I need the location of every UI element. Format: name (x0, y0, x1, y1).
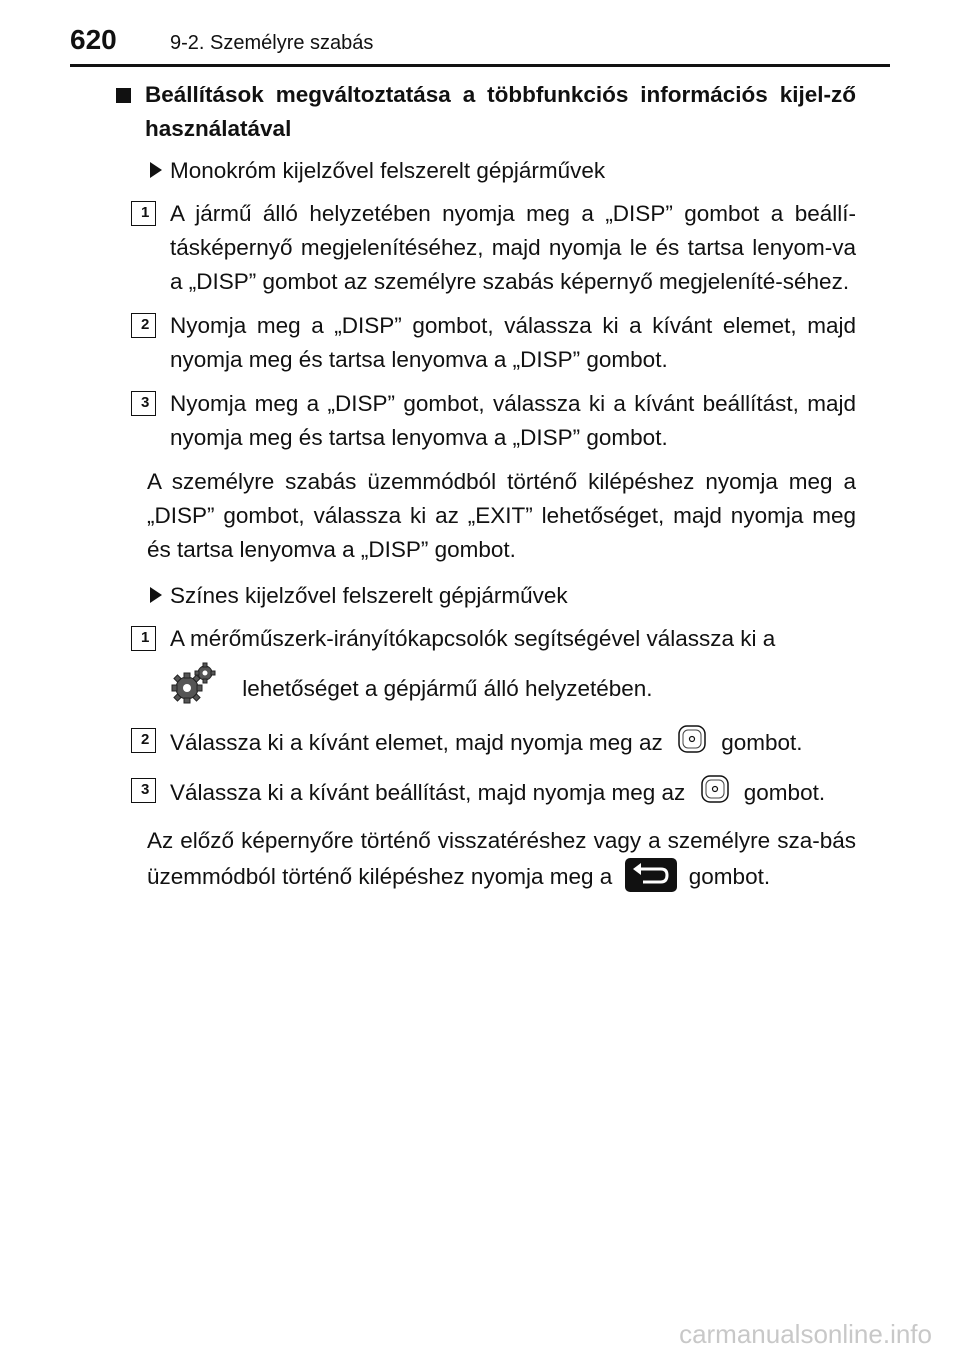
enter-button-icon (700, 774, 730, 814)
step-text: Nyomja meg a „DISP” gombot, válassza ki a kívánt beállítást, majd nyomja meg és tartsa lenyomva a „DISP” gombot. (170, 391, 856, 450)
page-content (110, 78, 856, 910)
step-text: Nyomja meg a „DISP” gombot, válassza ki a kívánt elemet, majd nyomja meg és tartsa lenyomva a „DISP” gombot. (170, 313, 856, 372)
header-rule (70, 64, 890, 67)
step-number: 2 (131, 728, 156, 753)
back-note (110, 824, 856, 902)
footer-watermark: carmanualsonline.info (679, 1319, 932, 1349)
step-item (110, 622, 856, 716)
triangle-bullet-icon (150, 587, 162, 603)
subsection-monochrome (110, 154, 856, 188)
subsection-title: Monokróm kijelzővel felszerelt gépjárművek (170, 158, 606, 183)
subsection-title: Színes kijelzővel felszerelt gépjárművek (170, 583, 568, 608)
step-number: 3 (131, 391, 156, 416)
step-item (110, 387, 856, 455)
page-number: 620 (70, 24, 117, 55)
back-note-end: gombot. (688, 864, 771, 889)
step-item (110, 774, 856, 814)
subsection-color (110, 579, 856, 613)
back-arrow-icon (625, 858, 677, 902)
step-text: A jármű álló helyzetében nyomja meg a „DISP” gombot a beállí-tásképernyő megjelenítéséhez, majd nyomja le és tartsa lenyom-va a „DISP” gombot az személyre szabás képernyő megjeleníté-séhez. (170, 201, 856, 294)
heading-text: Beállítások megváltoztatása a többfunkciós információs kijel-ző használatával (145, 82, 856, 141)
step-text: A mérőműszerk-irányítókapcsolók segítségével válassza ki a (170, 626, 776, 651)
step-text-continued: lehetőséget a gépjármű álló helyzetében. (242, 676, 653, 701)
section-heading (110, 78, 856, 146)
section-title: 9-2. Személyre szabás (170, 32, 374, 54)
gear-settings-icon (170, 662, 218, 716)
step-text-end: gombot. (743, 779, 826, 805)
step-number: 1 (131, 201, 156, 226)
exit-note: A személyre szabás üzemmódból történő kilépéshez nyomja meg a „DISP” gombot, válassza ki az „EXIT” lehetőséget, majd nyomja meg és tartsa lenyomva a „DISP” gombot. (147, 469, 856, 562)
step-number: 3 (131, 778, 156, 803)
step-item (110, 309, 856, 377)
square-bullet-icon (116, 88, 131, 103)
step-continuation (170, 662, 856, 716)
step-text: Válassza ki a kívánt beállítást, majd nyomja meg az (170, 779, 686, 805)
step-number: 1 (131, 626, 156, 651)
step-text-end: gombot. (721, 729, 803, 755)
triangle-bullet-icon (150, 162, 162, 178)
step-text: Válassza ki a kívánt elemet, majd nyomja meg az (170, 729, 663, 755)
step-item (110, 197, 856, 299)
step-item (110, 724, 856, 764)
back-note-text: Az előző képernyőre történő visszatéréshez vagy a személyre sza-bás üzemmódból történő kilépéshez nyomja meg a (147, 828, 856, 889)
step-number: 2 (131, 313, 156, 338)
page-header (0, 0, 960, 70)
enter-button-icon (677, 724, 707, 764)
